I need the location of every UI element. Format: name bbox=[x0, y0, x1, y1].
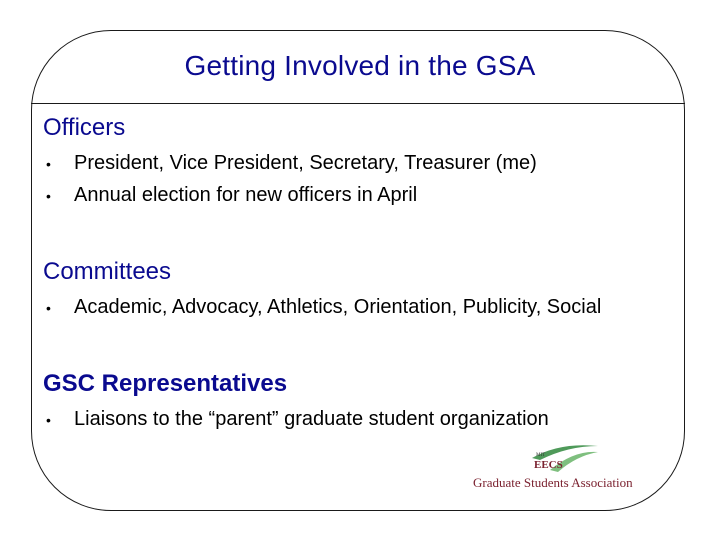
slide-title: Getting Involved in the GSA bbox=[184, 50, 536, 81]
bullet-text: Academic, Advocacy, Athletics, Orientation, Publicity, Social bbox=[74, 296, 602, 318]
bullet-dot: • bbox=[46, 412, 51, 428]
section-heading-committees: Committees bbox=[43, 258, 172, 285]
bullet-dot: • bbox=[46, 188, 51, 204]
title-divider bbox=[31, 103, 685, 104]
bullet-dot: • bbox=[46, 300, 51, 316]
eecs-gsa-logo bbox=[470, 440, 655, 492]
bullet-text: Annual election for new officers in April bbox=[74, 184, 418, 206]
bullet-text: Liaisons to the “parent” graduate student organization bbox=[74, 408, 549, 430]
section-heading-officers: Officers bbox=[43, 114, 126, 141]
bullet-dot: • bbox=[46, 156, 51, 172]
logo-name: Graduate Students Association bbox=[473, 475, 633, 490]
bullet-text: President, Vice President, Secretary, Treasurer (me) bbox=[74, 152, 537, 174]
logo-small-text: MIT bbox=[536, 453, 546, 458]
logo-abbr: EECS bbox=[534, 459, 563, 471]
bullet-item bbox=[46, 184, 417, 207]
bullet-item bbox=[46, 408, 549, 431]
section-heading-gsc-representatives: GSC Representatives bbox=[43, 370, 288, 397]
bullet-item bbox=[46, 152, 537, 175]
bullet-item bbox=[46, 296, 601, 319]
